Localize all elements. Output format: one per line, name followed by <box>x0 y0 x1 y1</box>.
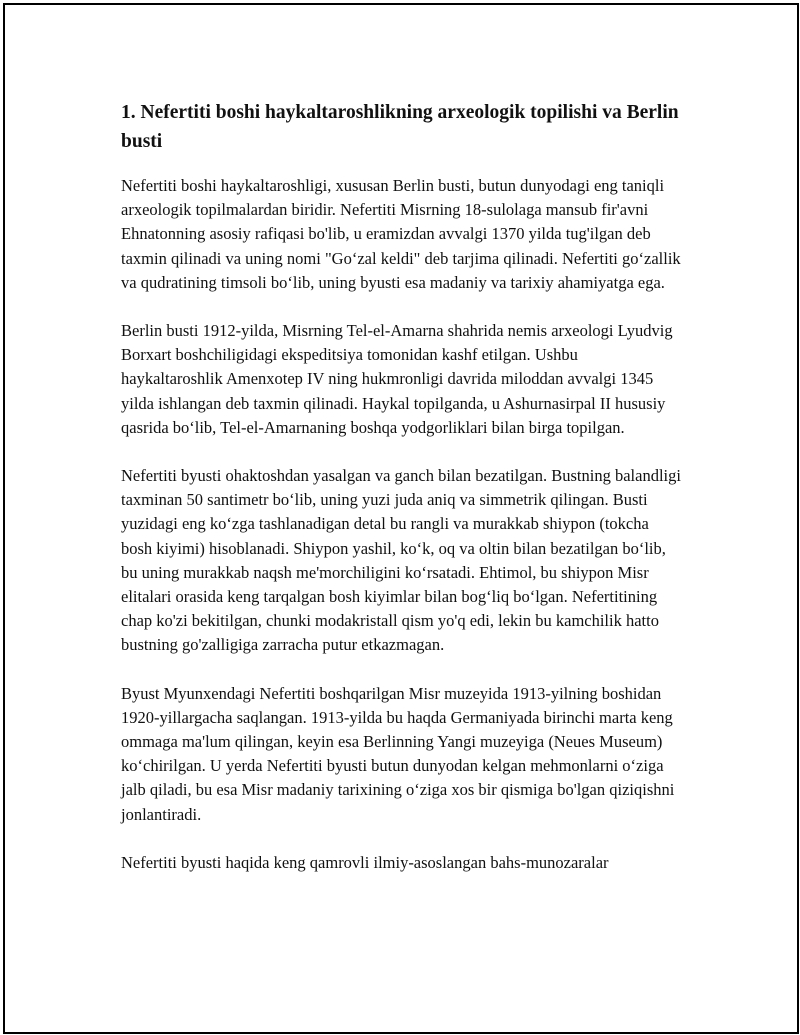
document-body <box>121 98 681 899</box>
page-frame <box>3 3 799 1034</box>
paragraph-4: Byust Myunxendagi Nefertiti boshqarilgan Misr muzeyida 1913-yilning boshidan 1920-yillargacha saqlangan. 1913-yilda bu haqda Germaniyada birinchi marta keng ommaga ma'lum qilingan, keyin esa Berlinning Yangi muzeyiga (Neues Museum) ko‘chirilgan. U yerda Nefertiti byusti butun dunyodan kelgan mehmonlarni o‘ziga jalb qiladi, bu esa Misr madaniy tarixining o‘ziga xos bir qismiga bo'lgan qiziqishni jonlantiradi. <box>121 683 675 824</box>
section-heading: 1. Nefertiti boshi haykaltaroshlikning arxeologik topilishi va Berlin busti <box>121 102 679 152</box>
paragraph-3: Nefertiti byusti ohaktoshdan yasalgan va ganch bilan bezatilgan. Bustning balandligi taxminan 50 santimetr bo‘lib, uning yuzi juda aniq va simmetrik qilingan. Busti yuzidagi eng ko‘zga tashlanadigan detal bu rangli va murakkab shiypon (tokcha bosh kiyimi) hisoblanadi. Shiypon yashil, ko‘k, oq va oltin bilan bezatilgan bo‘lib, bu uning murakkab naqsh me'morchiligini ko‘rsatadi. Ehtimol, bu shiypon Misr elitalari orasida keng tarqalgan bosh kiyimlar bilan bog‘liq bo‘lgan. Nefertitining chap ko'zi bekitilgan, chunki modakristall qism yo'q edi, lekin bu kamchilik hatto bustning go'zalligiga zarracha putur etkazmagan. <box>121 466 681 655</box>
paragraph-1: Nefertiti boshi haykaltaroshligi, xususan Berlin busti, butun dunyodagi eng taniqli arxeologik topilmalardan biridir. Nefertiti Misrning 18-sulolaga mansub fir'avni Ehnatonning asosiy rafiqasi bo'lib, u eramizdan avvalgi 1370 yilda tug'ilgan deb taxmin qilinadi va uning nomi "Go‘zal keldi" deb tarjima qilinadi. Nefertiti go‘zallik va qudratining timsoli bo‘lib, uning byusti esa madaniy va tarixiy ahamiyatga ega. <box>121 176 681 292</box>
paragraph-2: Berlin busti 1912-yilda, Misrning Tel-el-Amarna shahrida nemis arxeologi Lyudvig Borxart boshchiligidagi ekspeditsiya tomonidan kashf etilgan. Ushbu haykaltaroshlik Amenxotep IV ning hukmronligi davrida miloddan avvalgi 1345 yilda ishlangan deb taxmin qilinadi. Haykal topilganda, u Ashurnasirpal II hususiy qasrida bo‘lib, Tel-el-Amarnaning boshqa yodgorliklari bilan birga topilgan. <box>121 321 673 437</box>
paragraph-5: Nefertiti byusti haqida keng qamrovli ilmiy-asoslangan bahs-munozaralar <box>121 852 609 872</box>
